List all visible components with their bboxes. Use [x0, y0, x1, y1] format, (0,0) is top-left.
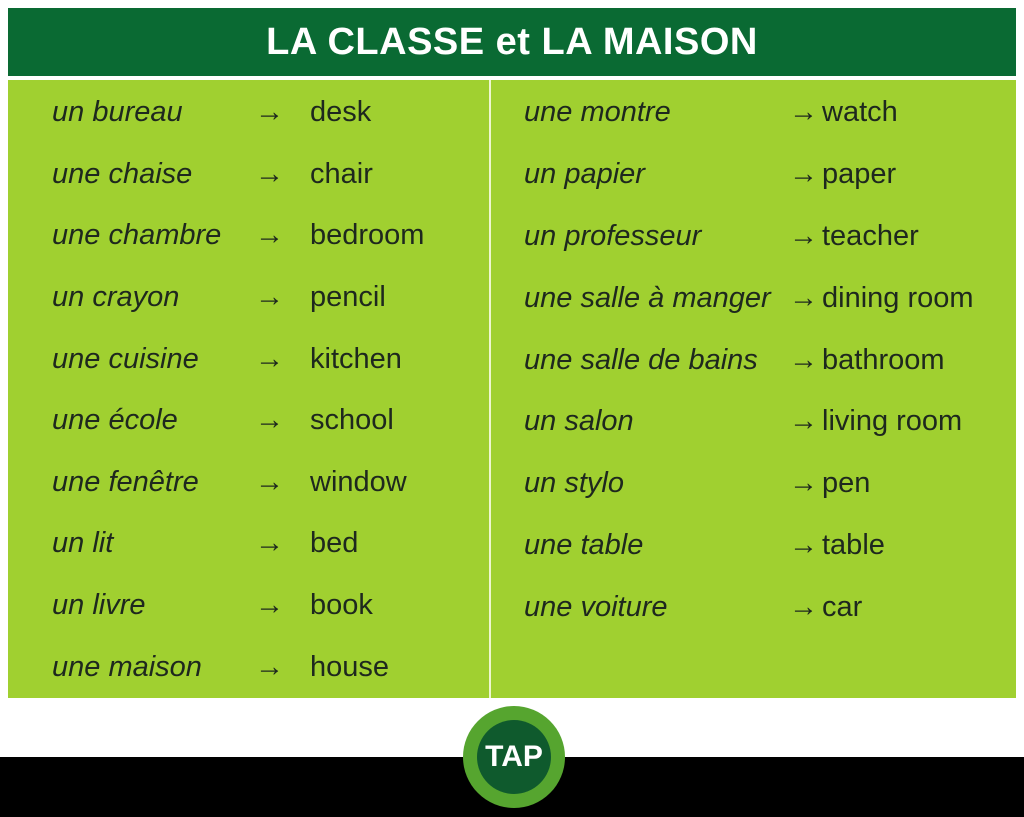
english-term: car — [822, 590, 863, 623]
english-term: bedroom — [310, 219, 425, 252]
vocab-row — [8, 82, 489, 144]
vocab-row — [8, 144, 489, 206]
arrow-icon: → — [789, 219, 818, 252]
english-term: bathroom — [822, 343, 945, 376]
arrow-icon: → — [255, 465, 284, 498]
arrow-icon: → — [789, 467, 818, 500]
arrow-icon: → — [255, 527, 284, 560]
vocab-row — [8, 328, 489, 390]
vocab-row — [491, 515, 1016, 577]
french-term: une école — [52, 404, 178, 437]
vocab-row — [491, 267, 1016, 329]
vocab-row — [8, 205, 489, 267]
vocab-row — [8, 575, 489, 637]
vocab-row — [491, 82, 1016, 144]
english-term: pen — [822, 467, 871, 500]
arrow-icon: → — [255, 281, 284, 314]
french-term: une chambre — [52, 219, 222, 252]
card-header — [8, 8, 1016, 76]
french-term: un livre — [52, 589, 146, 622]
english-term: pencil — [310, 281, 386, 314]
french-term: une salle à manger — [524, 281, 771, 314]
french-term: un lit — [52, 527, 114, 560]
arrow-icon: → — [789, 96, 818, 129]
arrow-icon: → — [789, 158, 818, 191]
french-term: un crayon — [52, 281, 180, 314]
english-term: house — [310, 650, 390, 683]
vocab-row — [8, 267, 489, 329]
french-term: un stylo — [524, 467, 624, 500]
arrow-icon: → — [255, 404, 284, 437]
arrow-icon: → — [255, 219, 284, 252]
vocab-row — [491, 576, 1016, 638]
arrow-icon: → — [789, 343, 818, 376]
page-title: LA CLASSE et LA MAISON — [266, 20, 758, 63]
vocab-row — [8, 636, 489, 698]
tap-button[interactable] — [463, 706, 565, 808]
vocab-row — [491, 453, 1016, 515]
english-term: desk — [310, 96, 372, 129]
french-term: un papier — [524, 158, 645, 191]
english-term: school — [310, 404, 394, 437]
vocab-row — [8, 390, 489, 452]
arrow-icon: → — [255, 342, 284, 375]
french-term: une montre — [524, 96, 671, 129]
column-right — [491, 80, 1016, 698]
vocab-row — [8, 452, 489, 514]
english-term: chair — [310, 157, 373, 190]
english-term: teacher — [822, 219, 919, 252]
vocab-row — [491, 144, 1016, 206]
french-term: une table — [524, 528, 644, 561]
arrow-icon: → — [789, 281, 818, 314]
english-term: dining room — [822, 281, 974, 314]
english-term: paper — [822, 158, 897, 191]
flashcard[interactable] — [8, 8, 1016, 698]
vocab-row — [491, 206, 1016, 268]
french-term: un professeur — [524, 219, 702, 252]
arrow-icon: → — [255, 589, 284, 622]
french-term: une voiture — [524, 590, 668, 623]
column-left — [8, 80, 489, 698]
french-term: une chaise — [52, 157, 193, 190]
tap-button-inner — [477, 720, 551, 794]
english-term: book — [310, 589, 373, 622]
french-term: une cuisine — [52, 342, 199, 375]
english-term: watch — [822, 96, 898, 129]
arrow-icon: → — [789, 590, 818, 623]
french-term: une fenêtre — [52, 465, 199, 498]
arrow-icon: → — [789, 528, 818, 561]
french-term: une maison — [52, 650, 202, 683]
french-term: une salle de bains — [524, 343, 758, 376]
french-term: un salon — [524, 405, 634, 438]
vocab-row — [491, 391, 1016, 453]
vocab-row — [8, 513, 489, 575]
arrow-icon: → — [789, 405, 818, 438]
arrow-icon: → — [255, 157, 284, 190]
english-term: table — [822, 528, 885, 561]
english-term: bed — [310, 527, 359, 560]
vocab-list[interactable] — [8, 80, 1016, 698]
tap-button-label: TAP — [485, 740, 543, 773]
vocab-row — [491, 329, 1016, 391]
english-term: living room — [822, 405, 963, 438]
english-term: window — [310, 465, 407, 498]
english-term: kitchen — [310, 342, 402, 375]
arrow-icon: → — [255, 650, 284, 683]
arrow-icon: → — [255, 96, 284, 129]
french-term: un bureau — [52, 96, 183, 129]
